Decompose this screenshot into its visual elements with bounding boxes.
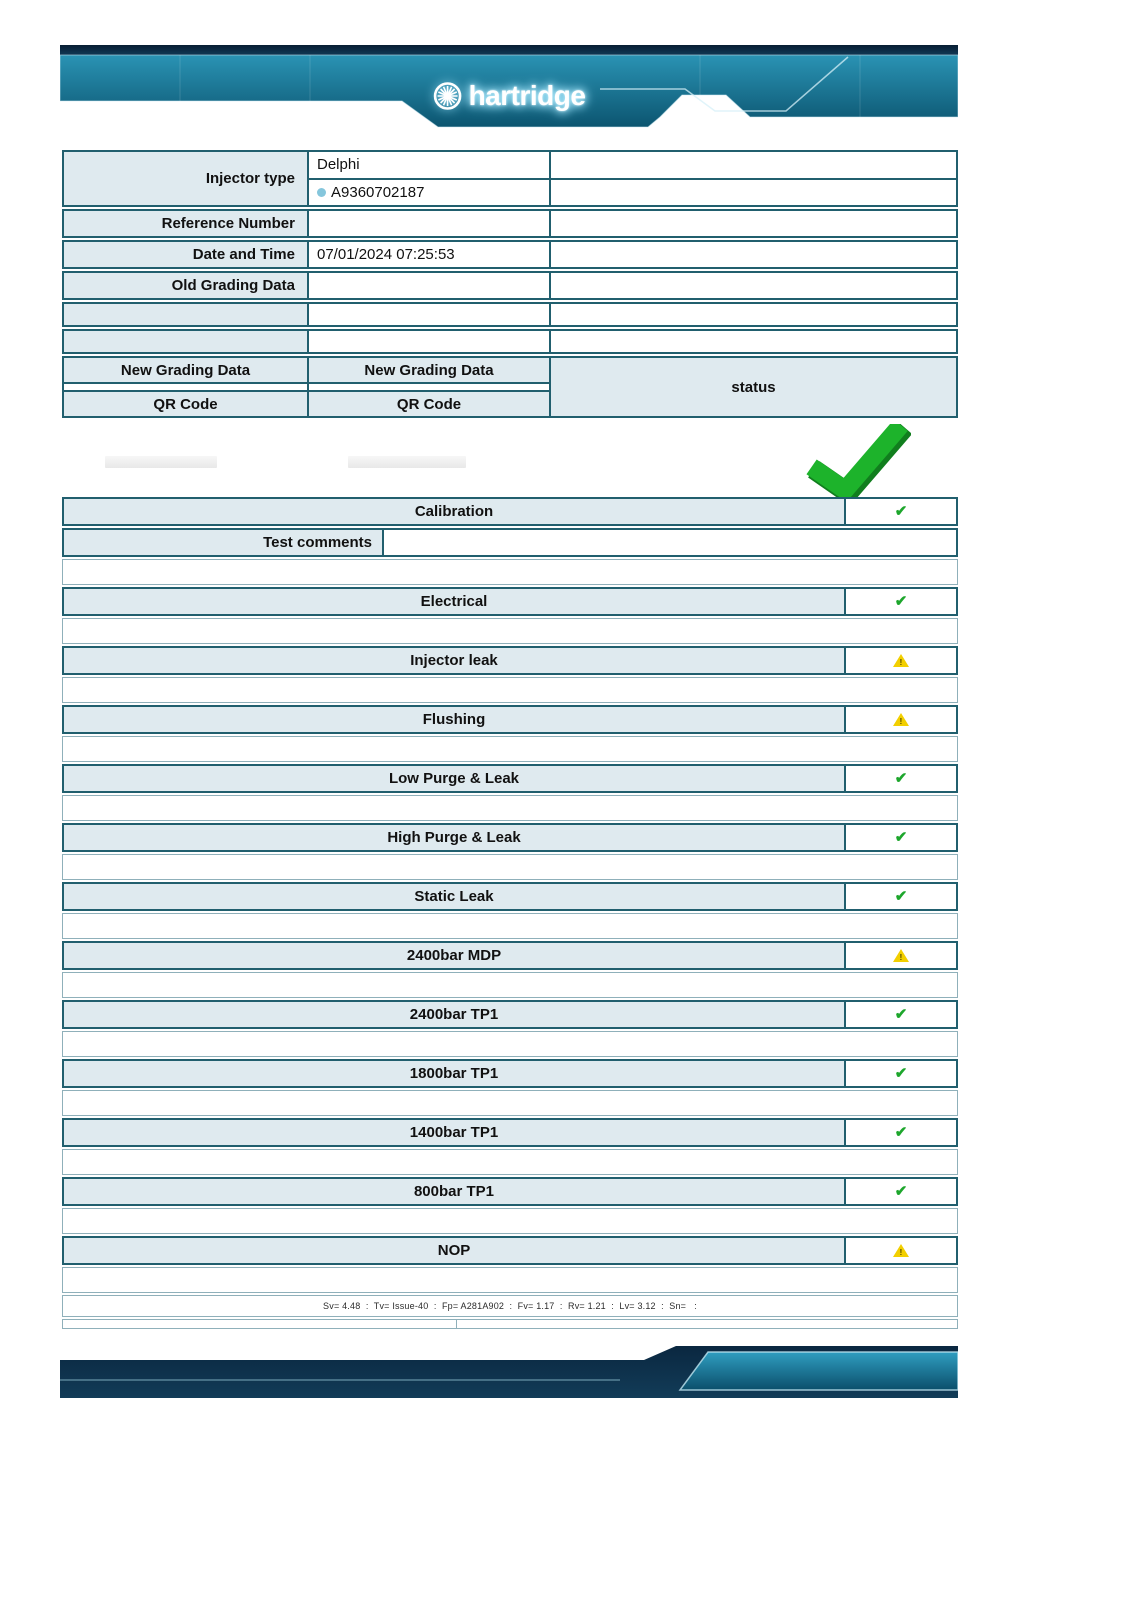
qr-placeholder-1 bbox=[105, 456, 217, 468]
spacer-row bbox=[62, 736, 958, 762]
spacer-row bbox=[62, 1149, 958, 1175]
spacer-row bbox=[62, 1208, 958, 1234]
test-row bbox=[62, 882, 958, 911]
injector-type-label: Injector type bbox=[64, 152, 307, 205]
test-status-cell bbox=[846, 825, 956, 850]
divider bbox=[64, 382, 307, 392]
warning-icon: ! bbox=[893, 1244, 909, 1257]
test-status-cell bbox=[846, 589, 956, 614]
test-status-cell bbox=[846, 499, 956, 524]
test-row bbox=[62, 1000, 958, 1029]
date-time-label: Date and Time bbox=[64, 242, 307, 267]
spacer-row bbox=[62, 618, 958, 644]
empty-cell bbox=[551, 152, 956, 178]
test-status-cell bbox=[846, 766, 956, 791]
test-status-cell bbox=[846, 943, 956, 968]
injector-type-band bbox=[62, 150, 958, 207]
empty-cell bbox=[307, 304, 549, 325]
test-status-cell bbox=[846, 1061, 956, 1086]
new-grading-label-2: New Grading Data bbox=[309, 358, 549, 382]
empty-cell bbox=[307, 331, 549, 352]
test-status-cell bbox=[846, 1002, 956, 1027]
test-name: 2400bar MDP bbox=[64, 943, 846, 968]
grading-qr-band bbox=[62, 356, 958, 418]
test-name: Static Leak bbox=[64, 884, 846, 909]
spacer-row bbox=[62, 1031, 958, 1057]
spacer-row bbox=[62, 1267, 958, 1293]
injector-info-table bbox=[62, 150, 958, 420]
test-row bbox=[62, 764, 958, 793]
test-row bbox=[62, 646, 958, 675]
spacer-row bbox=[62, 795, 958, 821]
test-row bbox=[62, 705, 958, 734]
test-row bbox=[62, 587, 958, 616]
test-row bbox=[62, 1236, 958, 1265]
date-time-value: 07/01/2024 07:25:53 bbox=[307, 242, 549, 267]
test-row bbox=[62, 941, 958, 970]
pass-check-icon: ✔ bbox=[894, 1006, 908, 1023]
test-name: High Purge & Leak bbox=[64, 825, 846, 850]
test-name: 800bar TP1 bbox=[64, 1179, 846, 1204]
footer-banner-graphic bbox=[60, 1344, 958, 1400]
logo-text: hartridge bbox=[468, 80, 586, 111]
injector-type-value-2 bbox=[309, 178, 549, 206]
test-name: NOP bbox=[64, 1238, 846, 1263]
wheel-icon bbox=[433, 81, 463, 111]
spacer-row bbox=[62, 677, 958, 703]
empty-cell bbox=[549, 331, 956, 352]
test-comments-value bbox=[384, 530, 956, 555]
test-comments-label: Test comments bbox=[64, 530, 384, 555]
qr-placeholder-2 bbox=[348, 456, 466, 468]
test-status-cell bbox=[846, 707, 956, 732]
empty-cell bbox=[549, 273, 956, 298]
test-name: Electrical bbox=[64, 589, 846, 614]
new-grading-label-1: New Grading Data bbox=[64, 358, 307, 382]
test-status-cell bbox=[846, 1238, 956, 1263]
test-status-cell bbox=[846, 884, 956, 909]
qr-code-label-1: QR Code bbox=[64, 392, 307, 416]
test-status-cell bbox=[846, 1179, 956, 1204]
status-header: status bbox=[549, 358, 956, 416]
injector-part-number: A9360702187 bbox=[331, 183, 425, 201]
overall-pass-check-icon bbox=[803, 424, 911, 500]
warning-icon: ! bbox=[893, 654, 909, 667]
test-name: 2400bar TP1 bbox=[64, 1002, 846, 1027]
pass-check-icon: ✔ bbox=[894, 1124, 908, 1141]
hartridge-logo bbox=[433, 81, 586, 111]
empty-cell bbox=[549, 304, 956, 325]
version-line: Sv= 4.48 : Tv= Issue-40 : Fp= A281A902 : Fv= 1.17 : Rv= 1.21 : Lv= 3.12 : Sn= : bbox=[323, 1301, 697, 1311]
injector-type-value-1: Delphi bbox=[309, 152, 549, 178]
test-row bbox=[62, 1177, 958, 1206]
old-grading-band bbox=[62, 271, 958, 300]
qr-code-label-2: QR Code bbox=[309, 392, 549, 416]
test-row bbox=[62, 823, 958, 852]
empty-cell bbox=[64, 331, 307, 352]
divider bbox=[63, 1320, 457, 1328]
empty-cell bbox=[549, 211, 956, 236]
pass-check-icon: ✔ bbox=[894, 829, 908, 846]
divider bbox=[309, 382, 549, 392]
empty-band bbox=[62, 329, 958, 354]
spacer-row bbox=[62, 913, 958, 939]
pass-check-icon: ✔ bbox=[894, 888, 908, 905]
test-name: Flushing bbox=[64, 707, 846, 732]
spacer-row bbox=[62, 1090, 958, 1116]
reference-number-label: Reference Number bbox=[64, 211, 307, 236]
end-row bbox=[62, 1319, 958, 1329]
empty-cell bbox=[64, 304, 307, 325]
empty-cell bbox=[551, 178, 956, 206]
test-name: 1400bar TP1 bbox=[64, 1120, 846, 1145]
empty-cell bbox=[549, 242, 956, 267]
spacer-row bbox=[62, 559, 958, 585]
old-grading-label: Old Grading Data bbox=[64, 273, 307, 298]
pass-check-icon: ✔ bbox=[894, 503, 908, 520]
date-time-band bbox=[62, 240, 958, 269]
test-name: Injector leak bbox=[64, 648, 846, 673]
test-comments-row bbox=[62, 528, 958, 557]
test-name: Low Purge & Leak bbox=[64, 766, 846, 791]
version-row bbox=[62, 1295, 958, 1317]
test-status-cell bbox=[846, 648, 956, 673]
test-row bbox=[62, 1059, 958, 1088]
pass-check-icon: ✔ bbox=[894, 1183, 908, 1200]
warning-icon: ! bbox=[893, 713, 909, 726]
test-name: Calibration bbox=[64, 499, 846, 524]
bullet-icon bbox=[317, 188, 326, 197]
pass-check-icon: ✔ bbox=[894, 593, 908, 610]
empty-band bbox=[62, 302, 958, 327]
test-row bbox=[62, 1118, 958, 1147]
test-row bbox=[62, 497, 958, 526]
reference-number-band bbox=[62, 209, 958, 238]
test-results-table bbox=[62, 497, 958, 1329]
warning-icon: ! bbox=[893, 949, 909, 962]
spacer-row bbox=[62, 854, 958, 880]
test-status-cell bbox=[846, 1120, 956, 1145]
footer-banner bbox=[60, 1344, 958, 1400]
reference-number-value bbox=[307, 211, 549, 236]
spacer-row bbox=[62, 972, 958, 998]
pass-check-icon: ✔ bbox=[894, 1065, 908, 1082]
pass-check-icon: ✔ bbox=[894, 770, 908, 787]
header-banner bbox=[60, 45, 958, 128]
old-grading-value bbox=[307, 273, 549, 298]
test-name: 1800bar TP1 bbox=[64, 1061, 846, 1086]
